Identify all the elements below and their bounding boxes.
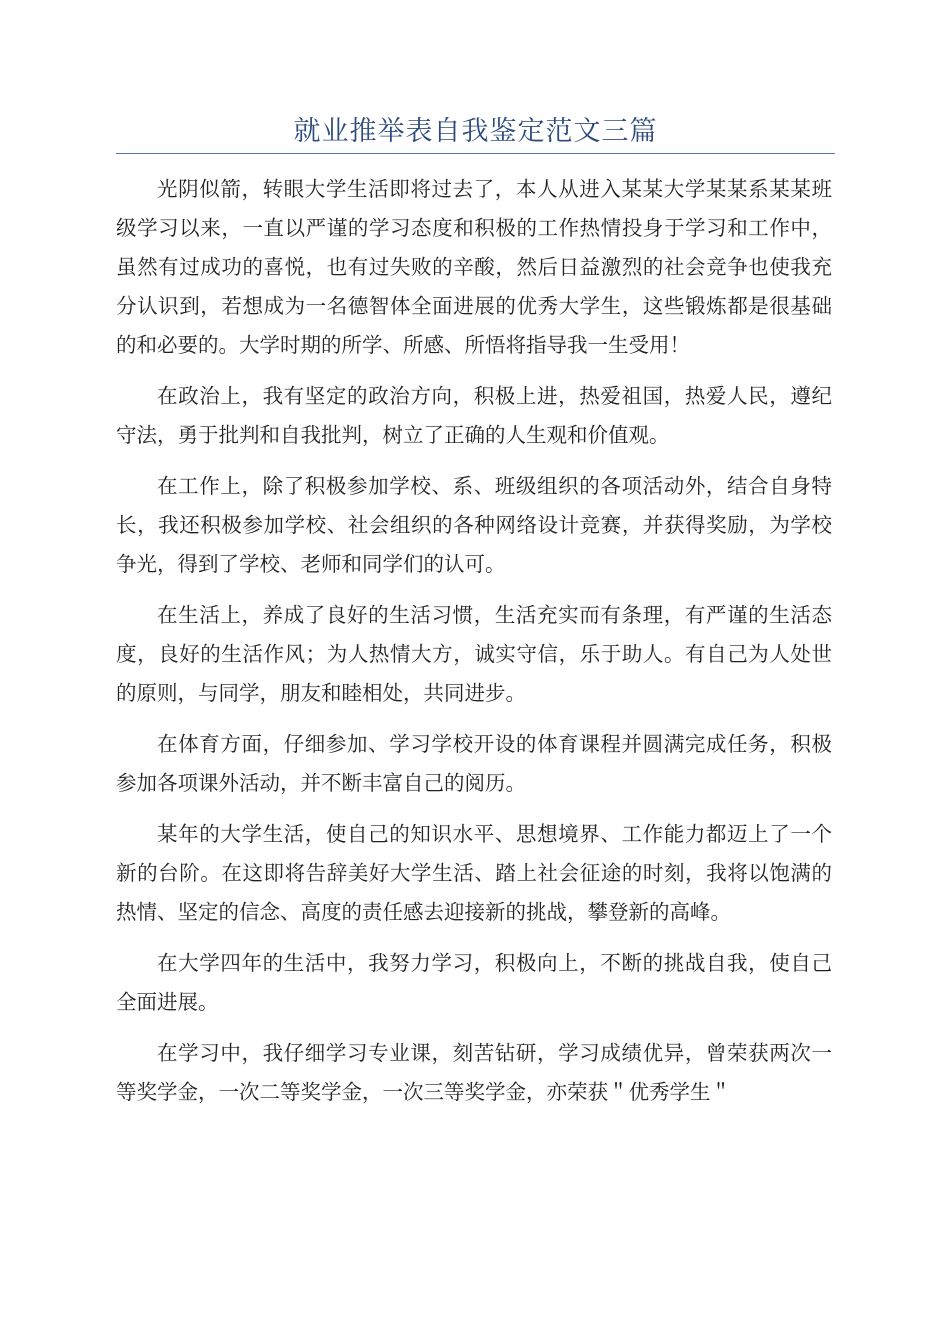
title-underline bbox=[116, 153, 835, 154]
paragraph: 光阴似箭，转眼大学生活即将过去了，本人从进入某某大学某某系某某班级学习以来，一直以严谨的学习态度和积极的工作热情投身于学习和工作中，虽然有过成功的喜悦，也有过失败的辛酸，然后日益激烈的社会竞争也使我充分认识到，若想成为一名德智体全面进展的优秀大学生，这些锻炼都是很基础的和必要的。大学时期的所学、所感、所悟将指导我一生受用！ bbox=[116, 177, 832, 357]
paragraph: 在工作上，除了积极参加学校、系、班级组织的各项活动外，结合自身特长，我还积极参加学校、社会组织的各种网络设计竞赛，并获得奖励，为学校争光，得到了学校、老师和同学们的认可。 bbox=[116, 474, 832, 576]
document-body bbox=[116, 170, 832, 1124]
paragraph: 某年的大学生活，使自己的知识水平、思想境界、工作能力都迈上了一个新的台阶。在这即将告辞美好大学生活、踏上社会征途的时刻，我将以饱满的热情、坚定的信念、高度的责任感去迎接新的挑战，攀登新的高峰。 bbox=[116, 822, 832, 924]
paragraph: 在学习中，我仔细学习专业课，刻苦钻研，学习成绩优异，曾荣获两次一等奖学金，一次二等奖学金，一次三等奖学金，亦荣获＂优秀学生＂ bbox=[116, 1041, 832, 1104]
paragraph: 在生活上，养成了良好的生活习惯，生活充实而有条理，有严谨的生活态度，良好的生活作风；为人热情大方，诚实守信，乐于助人。有自己为人处世的原则，与同学，朋友和睦相处，共同进步。 bbox=[116, 603, 832, 705]
paragraph: 在政治上，我有坚定的政治方向，积极上进，热爱祖国，热爱人民，遵纪守法，勇于批判和自我批判，树立了正确的人生观和价值观。 bbox=[116, 384, 832, 447]
paragraph: 在大学四年的生活中，我努力学习，积极向上，不断的挑战自我，使自己全面进展。 bbox=[116, 951, 832, 1014]
document-title: 就业推举表自我鉴定范文三篇 bbox=[293, 116, 658, 147]
paragraph: 在体育方面，仔细参加、学习学校开设的体育课程并圆满完成任务，积极参加各项课外活动，并不断丰富自己的阅历。 bbox=[116, 732, 832, 795]
